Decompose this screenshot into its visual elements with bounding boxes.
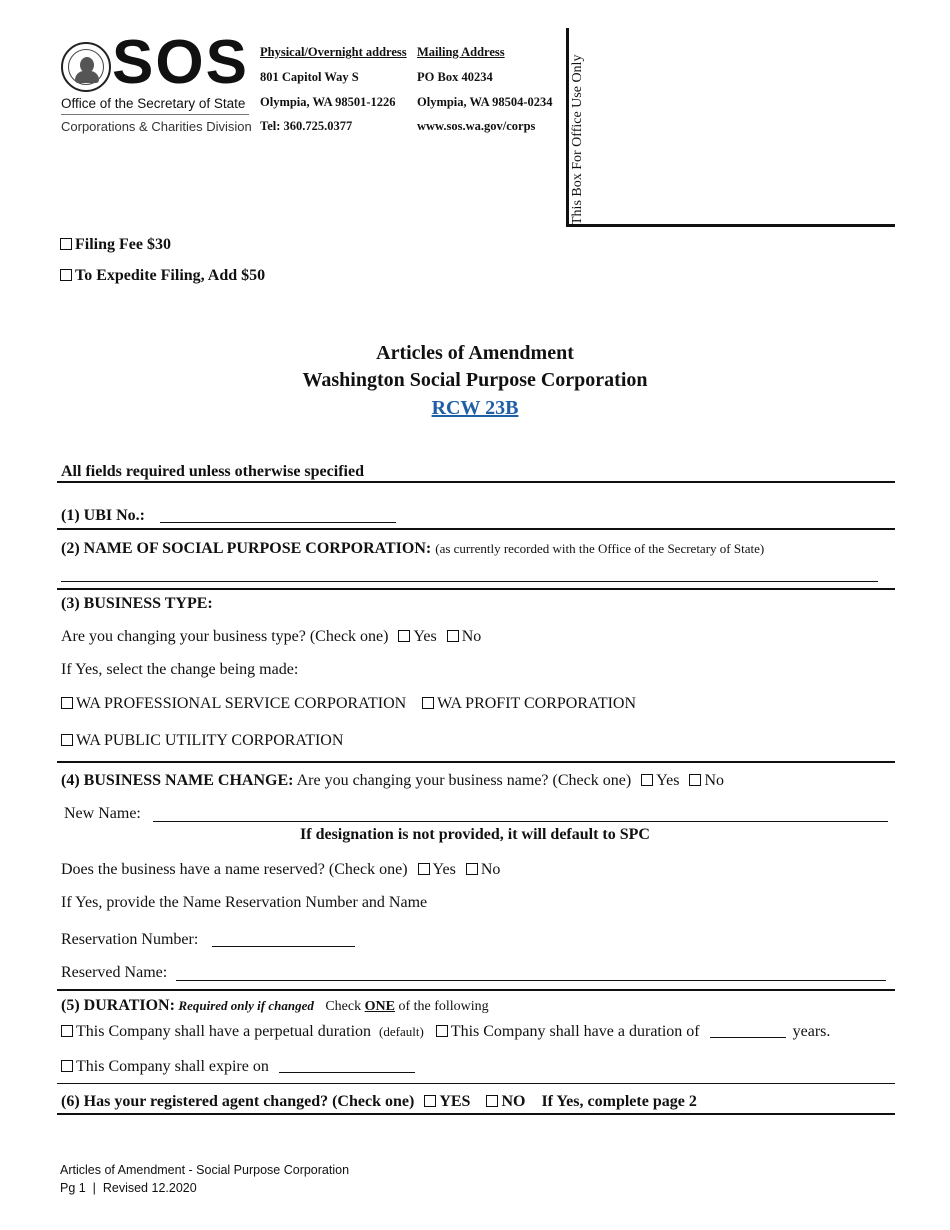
mailing-address-heading: Mailing Address <box>417 45 505 59</box>
new-name-input[interactable] <box>153 821 888 822</box>
office-use-box <box>566 28 895 227</box>
section-6-row <box>61 1093 697 1111</box>
divider <box>57 588 895 590</box>
expire-checkbox[interactable] <box>61 1060 73 1072</box>
footer-page-revision: Pg 1 | Revised 12.2020 <box>60 1181 197 1195</box>
reserved-name-input[interactable] <box>176 980 886 981</box>
office-use-label: This Box For Office Use Only <box>570 54 585 225</box>
agent-changed-yes-label: YES <box>439 1093 471 1110</box>
name-change-question: Are you changing your business name? (Check one) <box>296 772 632 789</box>
division-name: Corporations & Charities Division <box>61 119 252 134</box>
section-5-label: (5) DURATION: <box>61 997 175 1014</box>
section-2-note: (as currently recorded with the Office of the Secretary of State) <box>435 541 765 556</box>
ubi-label: (1) UBI No.: <box>61 507 145 524</box>
name-change-yes-label: Yes <box>656 772 680 789</box>
name-change-no-label: No <box>704 772 725 789</box>
required-note: All fields required unless otherwise specified <box>61 463 364 480</box>
professional-service-label: WA PROFESSIONAL SERVICE CORPORATION <box>76 695 407 712</box>
section-4-label: (4) BUSINESS NAME CHANGE: <box>61 772 294 789</box>
section-6-label: (6) Has your registered agent changed? (Check one) <box>61 1093 415 1110</box>
public-utility-checkbox[interactable] <box>61 734 73 746</box>
business-type-options-row <box>61 695 636 713</box>
default-designation-note: If designation is not provided, it will default to SPC <box>300 826 650 843</box>
expedite-checkbox[interactable] <box>60 269 72 281</box>
business-type-yes-checkbox[interactable] <box>398 630 410 642</box>
of-following-label: of the following <box>398 999 489 1014</box>
reservation-number-input[interactable] <box>212 946 355 947</box>
complete-page-2-note: If Yes, complete page 2 <box>541 1093 697 1110</box>
divider <box>57 1113 895 1115</box>
name-reserved-yes-checkbox[interactable] <box>418 863 430 875</box>
profit-corporation-checkbox[interactable] <box>422 697 434 709</box>
name-reserved-no-checkbox[interactable] <box>466 863 478 875</box>
business-type-question: Are you changing your business type? (Check one) <box>61 628 389 645</box>
perpetual-label: This Company shall have a perpetual duration <box>76 1023 372 1040</box>
physical-address-phone: Tel: 360.725.0377 <box>260 119 353 133</box>
mailing-address-line1: PO Box 40234 <box>417 70 493 84</box>
divider <box>57 481 895 483</box>
public-utility-label: WA PUBLIC UTILITY CORPORATION <box>76 732 344 749</box>
fixed-duration-label: This Company shall have a duration of <box>450 1023 700 1040</box>
expire-option-row <box>61 1058 415 1076</box>
reservation-prompt: If Yes, provide the Name Reservation Number and Name <box>61 894 428 911</box>
office-name: Office of the Secretary of State <box>61 96 246 111</box>
reservation-number-label: Reservation Number: <box>61 931 199 948</box>
expire-label: This Company shall expire on <box>76 1058 269 1075</box>
name-reserved-row <box>61 861 500 879</box>
corporation-name-input[interactable] <box>61 581 878 582</box>
fixed-duration-checkbox[interactable] <box>436 1025 448 1037</box>
form-title: Articles of Amendment <box>376 342 574 364</box>
duration-years-input[interactable] <box>710 1036 786 1038</box>
mailing-address-website: www.sos.wa.gov/corps <box>417 119 536 133</box>
public-utility-option <box>61 732 343 750</box>
duration-options-row <box>61 1023 830 1041</box>
section-2-heading <box>61 540 764 558</box>
mailing-address-line2: Olympia, WA 98504-0234 <box>417 95 553 109</box>
divider <box>57 989 895 991</box>
one-label: ONE <box>364 999 395 1014</box>
professional-service-checkbox[interactable] <box>61 697 73 709</box>
logo-divider <box>61 114 249 115</box>
physical-address-line1: 801 Capitol Way S <box>260 70 359 84</box>
perpetual-checkbox[interactable] <box>61 1025 73 1037</box>
agent-changed-no-checkbox[interactable] <box>486 1095 498 1107</box>
agent-changed-yes-checkbox[interactable] <box>424 1095 436 1107</box>
profit-corporation-label: WA PROFIT CORPORATION <box>437 695 637 712</box>
filing-fee-checkbox[interactable] <box>60 238 72 250</box>
section-5-required-note: Required only if changed <box>178 998 314 1013</box>
form-subtitle: Washington Social Purpose Corporation <box>302 369 648 391</box>
divider <box>57 528 895 530</box>
physical-address-heading: Physical/Overnight address <box>260 45 407 59</box>
section-3-label: (3) BUSINESS TYPE: <box>61 595 213 612</box>
business-type-prompt: If Yes, select the change being made: <box>61 661 299 678</box>
expedite-label: To Expedite Filing, Add $50 <box>75 267 266 284</box>
business-type-no-label: No <box>461 628 482 645</box>
filing-fee-option[interactable] <box>60 236 171 254</box>
expire-date-input[interactable] <box>279 1071 415 1073</box>
filing-fee-label: Filing Fee $30 <box>75 236 171 253</box>
name-reserved-no-label: No <box>480 861 501 878</box>
reserved-name-label: Reserved Name: <box>61 964 168 981</box>
perpetual-default-note: (default) <box>379 1024 424 1039</box>
section-5-heading-row <box>61 997 489 1015</box>
name-change-no-checkbox[interactable] <box>689 774 701 786</box>
sos-logo: SOS <box>112 28 249 97</box>
rcw-link[interactable]: RCW 23B <box>431 397 519 419</box>
section-4-heading-row <box>61 772 724 790</box>
ubi-input[interactable] <box>160 522 396 523</box>
name-reserved-yes-label: Yes <box>432 861 456 878</box>
name-change-yes-checkbox[interactable] <box>641 774 653 786</box>
physical-address-line2: Olympia, WA 98501-1226 <box>260 95 396 109</box>
divider <box>57 1083 895 1084</box>
business-type-question-row <box>61 628 481 646</box>
footer-title: Articles of Amendment - Social Purpose Corporation <box>60 1163 350 1177</box>
business-type-yes-label: Yes <box>413 628 437 645</box>
section-2-label: (2) NAME OF SOCIAL PURPOSE CORPORATION: <box>61 540 432 557</box>
state-seal-icon <box>61 42 111 92</box>
expedite-option[interactable] <box>60 267 265 285</box>
new-name-label: New Name: <box>64 805 141 822</box>
business-type-no-checkbox[interactable] <box>447 630 459 642</box>
name-reserved-question: Does the business have a name reserved? (Check one) <box>61 861 408 878</box>
agent-changed-no-label: NO <box>501 1093 526 1110</box>
divider <box>57 761 895 763</box>
check-label: Check <box>325 999 362 1014</box>
years-label: years. <box>792 1023 831 1040</box>
